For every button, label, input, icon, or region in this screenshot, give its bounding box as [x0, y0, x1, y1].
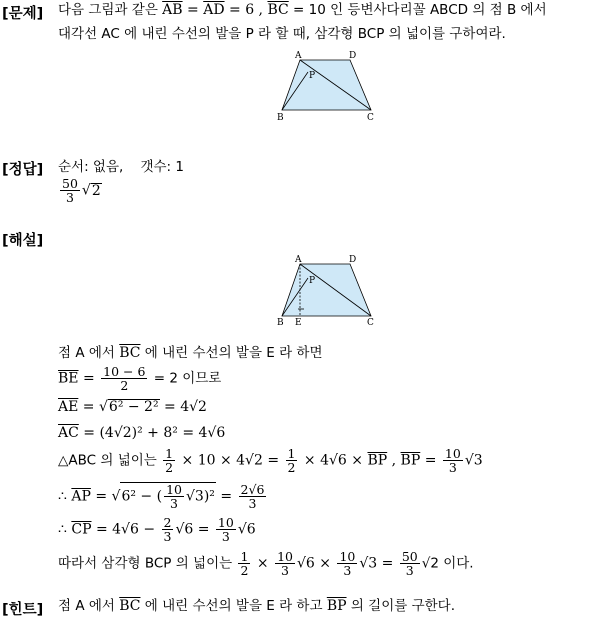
expression: √3 [464, 452, 483, 469]
answer-value: $\frac{50}{3}$ √2 [62, 176, 101, 205]
expression: × 4√6 × [299, 452, 368, 469]
denominator: 2 [165, 460, 174, 475]
text: 에 내린 수선의 발을 E 라 하면 [140, 345, 323, 361]
therefore: ∴ [58, 488, 72, 505]
radicand [120, 482, 215, 510]
text: 점 A 에서 [58, 345, 120, 361]
fraction [164, 483, 184, 510]
point-p: P [309, 71, 316, 81]
expression: √3 = [359, 555, 398, 572]
numerator: 10 [339, 549, 356, 564]
hint-text [58, 596, 455, 616]
expression: √6 × [296, 555, 336, 572]
equals: = [182, 2, 204, 18]
denominator: 3 [448, 460, 457, 475]
fraction [275, 550, 295, 577]
fraction [238, 550, 250, 577]
denominator: 2 [120, 378, 129, 393]
solution-step-2 [58, 365, 221, 392]
segment-ae: $\overline{AE}$ [58, 399, 79, 415]
solution-step-7 [58, 516, 256, 543]
numerator: 10 [217, 515, 234, 530]
vertex-a: A [295, 255, 302, 265]
point-e: E [295, 318, 302, 328]
text: 점 A 에서 [58, 598, 120, 614]
text: 따라서 삼각형 BCP 의 넓이는 [58, 555, 237, 572]
fraction [286, 447, 298, 474]
solution-label: [해설] [2, 233, 44, 249]
vertex-d: D [349, 255, 357, 265]
segment-ac: $\overline{AC}$ [58, 425, 79, 441]
point-p: P [309, 276, 316, 286]
numerator: 2 [163, 515, 172, 530]
solution-step-4 [58, 423, 225, 443]
numerator: 50 [401, 549, 418, 564]
radicand: 6² − 2² [108, 399, 159, 415]
denominator: 2 [287, 460, 296, 475]
segment-ab: $\overline{AB}$ [162, 2, 183, 18]
expression: = (4√2)² + 8² = 4√6 [78, 425, 226, 441]
answer-label: [정답] [2, 162, 44, 178]
text: 의 길이를 구한다. [346, 598, 455, 614]
numerator: 1 [240, 549, 249, 564]
denominator: 3 [405, 563, 414, 578]
solution-step-6: ∴ $\overline{AP} = √6^2$ − ( $\frac{10}{3}$ √3)² = $\frac{2√6}{3}$ [58, 482, 265, 511]
numerator: 2√6 [240, 482, 265, 497]
denominator: 3 [281, 563, 289, 578]
denominator: 3 [65, 190, 74, 205]
segment-bp: $\overline{BP}$ [326, 598, 347, 614]
comma: , [387, 452, 401, 469]
numerator: 1 [165, 446, 174, 461]
problem-line-2: 대각선 AC 에 내린 수선의 발을 P 라 할 때, 삼각형 BCP 의 넓이를 구하여라. [58, 26, 506, 42]
numerator: 10 [166, 482, 182, 497]
equals: = [420, 452, 441, 469]
denominator: 3 [248, 496, 257, 511]
vertex-b: B [277, 113, 284, 122]
segment-be: $\overline{BE}$ [58, 370, 79, 387]
expression: 6² − ( [121, 488, 163, 505]
vertex-c: C [367, 113, 374, 122]
trapezoid-fill [282, 264, 371, 316]
vertex-c: C [367, 318, 374, 328]
trapezoid-figure-1 [272, 48, 382, 122]
answer-order: 순서: 없음, [58, 159, 124, 175]
expression: √6 [237, 521, 256, 538]
answer-count: 갯수: 1 [140, 159, 184, 175]
fraction [337, 550, 357, 577]
problem-text: = 10 인 등변사다리꼴 ABCD 의 점 B 에서 [288, 2, 547, 18]
equals: = [78, 370, 100, 387]
segment-bc: $\overline{BC}$ [119, 345, 141, 361]
fraction [400, 550, 420, 577]
solution-step-5 [58, 447, 483, 474]
denominator: 3 [163, 529, 172, 544]
equals: = [78, 399, 99, 415]
text: 에 내린 수선의 발을 E 라 하고 [140, 598, 327, 614]
fraction [162, 516, 174, 543]
denominator: 3 [170, 496, 178, 511]
answer-fraction [60, 177, 80, 204]
trapezoid-fill [282, 60, 371, 110]
fraction [443, 447, 463, 474]
hint-label: [힌트] [2, 602, 44, 618]
segment-ap: $\overline{AP}$ [71, 488, 91, 505]
numerator: 10 [277, 549, 293, 564]
text: △ABC 의 넓이는 [58, 452, 162, 469]
text: √2 이다. [421, 555, 474, 572]
fraction [239, 483, 267, 510]
numerator: 10 [444, 446, 461, 461]
equals: = [215, 488, 237, 505]
numerator: 50 [62, 176, 78, 191]
solution-step-8 [58, 550, 474, 577]
expression: = 4√6 − [91, 521, 160, 538]
problem-label: [문제] [2, 6, 44, 22]
vertex-d: D [349, 51, 357, 61]
denominator: 3 [343, 563, 352, 578]
vertex-b: B [277, 318, 284, 328]
solution-step-3: $\overline{AE} = √6^2 - 2^2 = 4√2$ [58, 399, 207, 415]
vertex-a: A [295, 51, 302, 61]
problem-line-1 [58, 0, 547, 20]
fraction [163, 447, 175, 474]
expression: √6 = [175, 521, 214, 538]
segment-bc: $\overline{BC}$ [267, 2, 289, 18]
segment-cp: $\overline{CP}$ [71, 521, 92, 538]
segment-ad: $\overline{AD}$ [203, 2, 225, 18]
expression: √3)² [185, 488, 215, 505]
segment-bp: $\overline{BP}$ [367, 452, 388, 469]
radicand: 2 [91, 182, 101, 199]
numerator: 10 − 6 [103, 364, 146, 379]
therefore: ∴ [58, 521, 72, 538]
trapezoid-figure-2 [272, 252, 382, 330]
text: = 4√2 [159, 399, 207, 415]
problem-text: = 6 , [224, 2, 268, 18]
denominator: 3 [221, 529, 230, 544]
segment-bc: $\overline{BC}$ [119, 598, 141, 614]
answer-meta [58, 157, 184, 177]
text: = 2 이므로 [149, 370, 222, 387]
expression: × 10 × 4√2 = [177, 452, 284, 469]
numerator: 1 [287, 446, 296, 461]
fraction [101, 365, 147, 392]
segment-bp: $\overline{BP}$ [400, 452, 421, 469]
denominator: 2 [240, 563, 249, 578]
solution-step-1 [58, 343, 323, 363]
problem-text: 다음 그림과 같은 [58, 2, 163, 18]
fraction [216, 516, 236, 543]
expression: × [252, 555, 274, 572]
equals: = [90, 488, 112, 505]
